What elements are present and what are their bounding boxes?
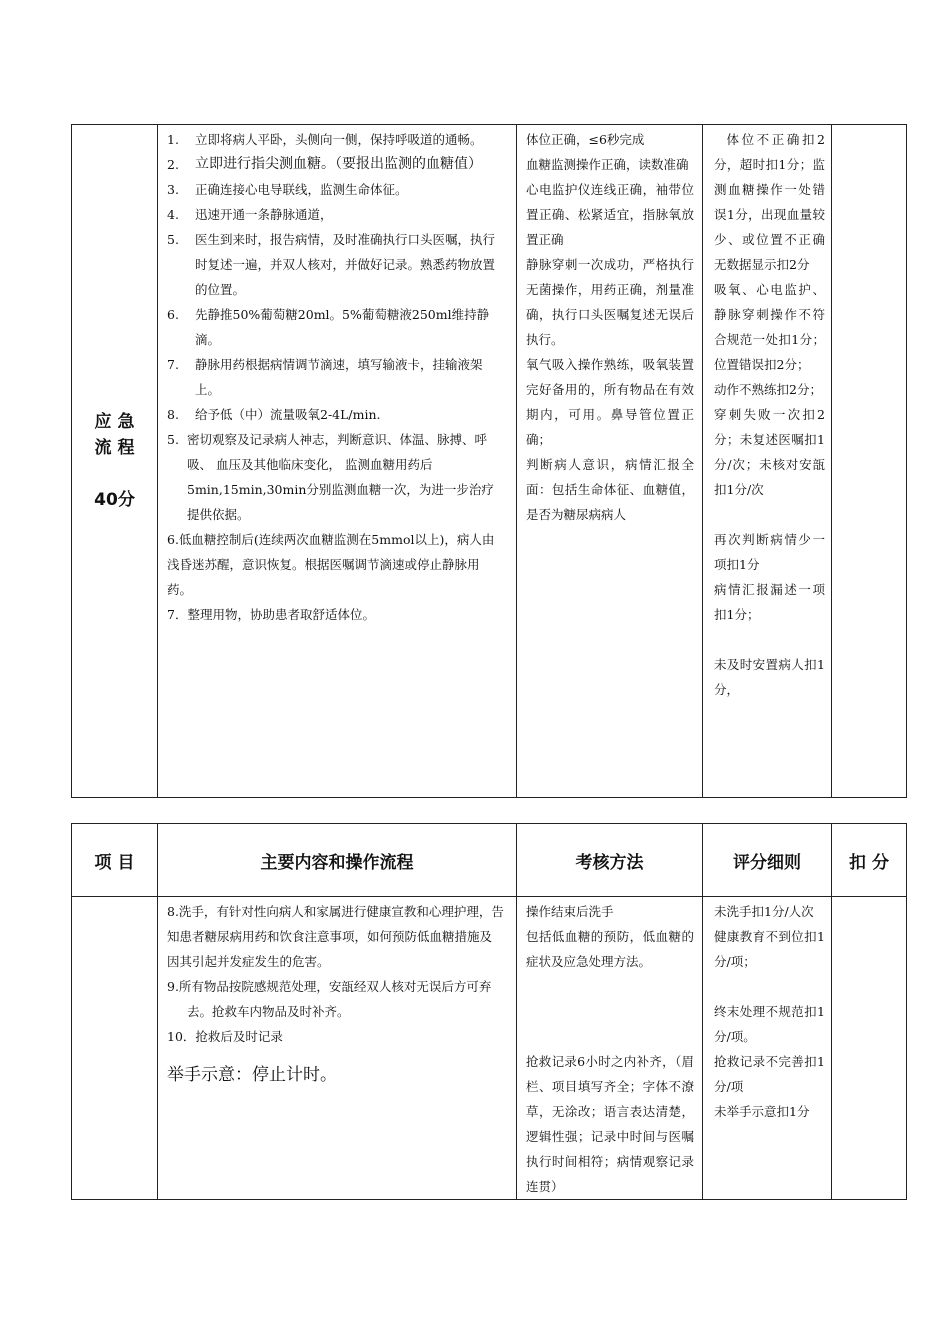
- section-label-line2: 流 程: [94, 438, 135, 458]
- method-line: 体位正确，≤6秒完成: [526, 132, 645, 147]
- section-score: 40分: [94, 490, 135, 510]
- header-item: 项 目: [72, 824, 158, 897]
- content-text: 10．抢救后及时记录: [167, 1029, 283, 1044]
- method-cell: [517, 897, 703, 1200]
- scoring-text: 未举手示意扣1分: [714, 1104, 810, 1119]
- scoring-rules-cell: [703, 125, 832, 798]
- step-7-extra: 7．整理用物，协助患者取舒适体位。: [167, 607, 375, 622]
- method-line: 氧气吸入操作熟练，吸氧装置完好备用的，所有物品在有效期内，可用。鼻导管位置正确；: [526, 357, 694, 447]
- scoring-cell: [703, 897, 832, 1200]
- content-text: 9.所有物品按院感规范处理，安瓿经双人核对无误后方可弃去。抢救车内物品及时补齐。: [167, 979, 492, 1019]
- scoring-text: 病情汇报漏述一项扣1分；: [714, 582, 825, 622]
- procedure-steps-cell: [158, 125, 517, 798]
- scoring-text: 终末处理不规范扣1分/项。: [714, 1004, 825, 1044]
- method-line: 判断病人意识，病情汇报全面：包括生命体征、血糖值，是否为糖尿病病人: [526, 457, 694, 522]
- emergency-procedure-table: [71, 124, 907, 798]
- step-item: 6. 先静推50%葡萄糖20ml。5%葡萄糖液250ml维持静滴。: [167, 307, 490, 347]
- scoring-text: 吸氧、心电监护、静脉穿刺操作不符合规范一处扣1分；位置错误扣2分；: [714, 282, 825, 372]
- section-label-line1: 应 急: [94, 412, 135, 432]
- header-scoring: 评分细则: [703, 824, 832, 897]
- step-item: 8. 给予低（中）流量吸氧2-4L/min.: [167, 407, 381, 422]
- scoring-text: 抢救记录不完善扣1分/项: [714, 1054, 825, 1094]
- header-method: 考核方法: [517, 824, 703, 897]
- scoring-text: 未洗手扣1分/人次: [714, 904, 814, 919]
- method-line: 心电监护仪连线正确，袖带位置正确、松紧适宜，指脉氧放置正确: [526, 182, 694, 247]
- deduction-cell: [832, 897, 907, 1200]
- content-cell: [158, 897, 517, 1200]
- header-content: 主要内容和操作流程: [158, 824, 517, 897]
- step-item: 5. 密切观察及记录病人神志，判断意识、体温、脉搏、呼吸、 血压及其他临床变化， 监测血糖用药后5min,15min,30min分别监测血糖一次，为进一步治疗提供依据。: [167, 432, 494, 522]
- scoring-text: 未及时安置病人扣1分，: [714, 657, 825, 697]
- scoring-text: 健康教育不到位扣1分/项；: [714, 929, 825, 969]
- assessment-method-cell: [517, 125, 703, 798]
- method-text: 抢救记录6小时之内补齐，（眉栏、项目填写齐全；字体不潦草，无涂改；语言表达清楚，逻辑性强；记录中时间与医嘱执行时间相符；病情观察记录连贯）: [526, 1054, 694, 1194]
- method-line: 血糖监测操作正确，读数准确: [526, 157, 689, 172]
- step-item: 5. 医生到来时，报告病情，及时准确执行口头医嘱，执行时复述一遍，并双人核对，并做好记录。熟悉药物放置的位置。: [167, 232, 496, 297]
- step-item: 1. 立即将病人平卧，头侧向一侧，保持呼吸道的通畅。: [167, 132, 483, 147]
- deduction-cell: [832, 125, 907, 798]
- method-text: 操作结束后洗手: [526, 904, 614, 919]
- post-rescue-table: [71, 823, 907, 1200]
- section-label-cell: [72, 125, 158, 798]
- step-item: 4. 迅速开通一条静脉通道，: [167, 207, 333, 222]
- method-line: 静脉穿刺一次成功，严格执行无菌操作，用药正确，剂量准确，执行口头医嘱复述无误后执行。: [526, 257, 694, 347]
- header-deduction: 扣 分: [832, 824, 907, 897]
- step-item: 7. 静脉用药根据病情调节滴速，填写输液卡，挂输液架上。: [167, 357, 483, 397]
- scoring-text: 再次判断病情少一项扣1分: [714, 532, 825, 572]
- scoring-text: 穿刺失败一次扣2分；未复述医嘱扣1分/次；未核对安瓿扣1分/次: [714, 407, 825, 497]
- final-instruction: 举手示意：停止计时。: [167, 1065, 337, 1085]
- step-item: 2. 立即进行指尖测血糖。（要报出监测的血糖值）: [167, 156, 482, 172]
- content-text: 8.洗手，有针对性向病人和家属进行健康宣教和心理护理，告知患者糖尿病用药和饮食注意事项，如何预防低血糖措施及因其引起并发症发生的危害。: [167, 904, 504, 969]
- scoring-text: 动作不熟练扣2分；: [714, 382, 822, 397]
- step-6-extra: 6.低血糖控制后(连续两次血糖监测在5mmol以上)，病人由浅昏迷苏醒，意识恢复。根据医嘱调节滴速或停止静脉用药。: [167, 532, 495, 597]
- step-item: 3. 正确连接心电导联线，监测生命体征。: [167, 182, 408, 197]
- scoring-text: 体位不正确扣2分，超时扣1分；监测血糖操作一处错误1分，出现血量较少、或位置不正确无数据显示扣2分: [714, 132, 825, 272]
- item-cell: [72, 897, 158, 1200]
- method-text: 包括低血糖的预防，低血糖的症状及应急处理方法。: [526, 929, 694, 969]
